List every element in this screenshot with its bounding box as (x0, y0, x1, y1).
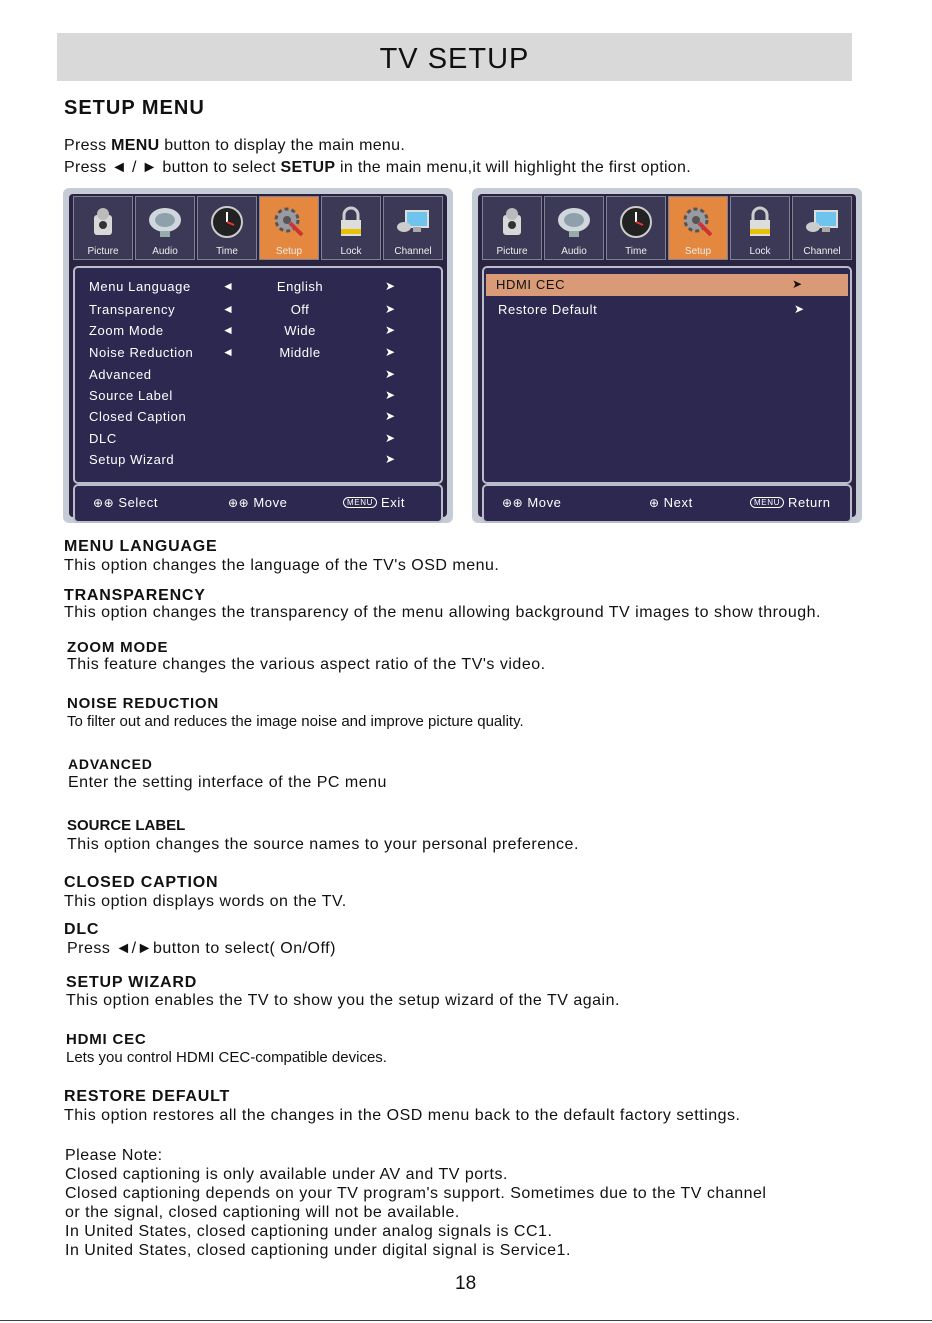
camera-icon (83, 203, 123, 241)
up-down-buttons-icon: ⊕⊕ (502, 496, 524, 510)
menu-row-noise-reduction[interactable] (75, 342, 441, 364)
help-select (93, 495, 158, 510)
text-transparency: This option changes the transparency of the menu allowing background TV images to show through. (64, 604, 821, 621)
right-arrow-icon[interactable]: ➤ (385, 345, 396, 359)
help-move (502, 495, 562, 510)
tab-label: Setup (684, 246, 712, 257)
gear-icon (678, 203, 718, 241)
tab-lock[interactable] (321, 196, 381, 260)
lock-icon (740, 203, 780, 241)
heading-setup-wizard: SETUP WIZARD (66, 974, 198, 991)
intro-keyword: MENU (111, 137, 160, 154)
help-label: Exit (380, 495, 406, 510)
right-arrow-icon[interactable]: ➤ (794, 302, 805, 316)
menu-help-bar (482, 484, 852, 523)
right-arrow-icon[interactable]: ➤ (385, 302, 396, 316)
tab-label: Setup (275, 246, 303, 257)
note-line: Closed captioning is only available under AV and TV ports. (65, 1166, 508, 1183)
menu-row-restore-default[interactable] (484, 299, 850, 321)
right-arrow-icon[interactable]: ➤ (385, 431, 396, 445)
heading-restore-default: RESTORE DEFAULT (64, 1088, 231, 1105)
intro-line-1 (64, 137, 405, 155)
clock-icon (207, 203, 247, 241)
text-zoom-mode: This feature changes the various aspect ratio of the TV's video. (67, 656, 546, 673)
left-arrow-icon[interactable]: ◄ (222, 323, 234, 337)
intro-text: Press ◄ / ► button to select (64, 159, 281, 176)
setup-menu-screen-right (472, 188, 862, 523)
menu-row-source-label[interactable] (75, 385, 441, 407)
menu-screen (69, 194, 447, 517)
satellite-tv-icon (802, 203, 842, 241)
tab-time[interactable] (606, 196, 666, 260)
tab-audio[interactable] (544, 196, 604, 260)
tab-label: Time (216, 246, 238, 257)
menu-button-icon: MENU (750, 497, 784, 508)
tab-audio[interactable] (135, 196, 195, 260)
help-label: Select (118, 495, 159, 510)
tab-picture[interactable] (73, 196, 133, 260)
text-menu-language: This option changes the language of the TV's OSD menu. (64, 557, 500, 574)
heading-advanced: ADVANCED (68, 756, 153, 772)
heading-source-label: SOURCE LABEL (67, 817, 186, 834)
right-arrow-icon[interactable]: ➤ (385, 409, 396, 423)
tab-setup[interactable] (259, 196, 319, 260)
speaker-icon (145, 203, 185, 241)
note-line: Closed captioning depends on your TV program's support. Sometimes due to the TV channel (65, 1185, 767, 1202)
main-menu-icon-row (73, 196, 443, 260)
option-label: Noise Reduction (89, 345, 194, 360)
help-exit (343, 495, 405, 510)
help-label: Move (527, 495, 562, 510)
left-right-buttons-icon: ⊕⊕ (228, 496, 250, 510)
right-arrow-icon[interactable]: ➤ (385, 388, 396, 402)
setup-options-list-page-2 (482, 266, 852, 484)
tab-label: Lock (749, 246, 771, 257)
option-value: Wide (284, 323, 316, 338)
intro-text: button to display the main menu. (159, 137, 406, 154)
tab-label: Lock (340, 246, 362, 257)
option-label: Zoom Mode (89, 323, 164, 338)
section-title: SETUP MENU (64, 97, 205, 119)
note-line: In United States, closed captioning under analog signals is CC1. (65, 1223, 553, 1240)
text-setup-wizard: This option enables the TV to show you the setup wizard of the TV again. (66, 992, 620, 1009)
option-label: Setup Wizard (89, 452, 175, 467)
option-label: DLC (89, 431, 117, 446)
tab-label: Channel (803, 246, 841, 257)
help-move (228, 495, 288, 510)
satellite-tv-icon (393, 203, 433, 241)
heading-zoom-mode: ZOOM MODE (67, 639, 169, 656)
main-menu-icon-row (482, 196, 852, 260)
help-label: Move (253, 495, 288, 510)
note-title: Please Note: (65, 1147, 163, 1164)
note-line: In United States, closed captioning under digital signal is Service1. (65, 1242, 571, 1259)
left-arrow-icon[interactable]: ◄ (222, 302, 234, 316)
option-label: Restore Default (498, 302, 598, 317)
option-value: English (276, 279, 324, 294)
right-arrow-icon[interactable]: ➤ (385, 323, 396, 337)
text-dlc: Press ◄/►button to select( On/Off) (67, 940, 336, 957)
tab-picture[interactable] (482, 196, 542, 260)
note-line: or the signal, closed captioning will not be available. (65, 1204, 460, 1221)
menu-row-transparency[interactable] (75, 299, 441, 321)
option-label: Closed Caption (89, 409, 187, 424)
text-source-label: This option changes the source names to your personal preference. (67, 836, 579, 853)
tab-label: Audio (152, 246, 178, 257)
help-label: Return (787, 495, 831, 510)
right-arrow-icon[interactable]: ➤ (385, 279, 396, 293)
menu-screen (478, 194, 856, 517)
heading-transparency: TRANSPARENCY (64, 587, 206, 604)
menu-row-advanced[interactable] (75, 364, 441, 386)
menu-help-bar (73, 484, 443, 523)
gear-icon (269, 203, 309, 241)
text-hdmi-cec: Lets you control HDMI CEC-compatible devices. (66, 1049, 387, 1066)
tab-label: Picture (496, 246, 528, 257)
menu-row-closed-caption[interactable] (75, 406, 441, 428)
intro-text: in the main menu,it will highlight the first option. (335, 159, 691, 176)
heading-dlc: DLC (64, 921, 100, 938)
menu-button-icon: MENU (343, 497, 377, 508)
option-label: HDMI CEC (496, 277, 566, 292)
up-down-buttons-icon: ⊕⊕ (93, 496, 115, 510)
option-label: Menu Language (89, 279, 191, 294)
camera-icon (492, 203, 532, 241)
tab-label: Picture (87, 246, 119, 257)
setup-menu-screen-left (63, 188, 453, 523)
text-closed-caption: This option displays words on the TV. (64, 893, 347, 910)
bottom-divider (0, 1320, 932, 1321)
tab-time[interactable] (197, 196, 257, 260)
tab-channel[interactable] (792, 196, 852, 260)
right-arrow-icon[interactable]: ➤ (385, 452, 396, 466)
tab-label: Channel (394, 246, 432, 257)
tab-channel[interactable] (383, 196, 443, 260)
clock-icon (616, 203, 656, 241)
option-value: Off (290, 302, 310, 317)
text-noise-reduction: To filter out and reduces the image noise and improve picture quality. (67, 713, 524, 730)
speaker-icon (554, 203, 594, 241)
menu-row-setup-wizard[interactable] (75, 449, 441, 471)
setup-options-list (73, 266, 443, 484)
help-next (649, 495, 693, 510)
lock-icon (331, 203, 371, 241)
menu-row-menu-language[interactable] (75, 276, 441, 298)
heading-closed-caption: CLOSED CAPTION (64, 874, 219, 891)
menu-row-hdmi-cec[interactable] (486, 274, 848, 296)
page-banner: TV SETUP (57, 33, 852, 81)
tab-label: Audio (561, 246, 587, 257)
tab-lock[interactable] (730, 196, 790, 260)
tab-label: Time (625, 246, 647, 257)
right-button-icon: ⊕ (649, 496, 660, 510)
option-label: Advanced (89, 367, 152, 382)
option-value: Middle (279, 345, 321, 360)
intro-text: Press (64, 137, 112, 154)
page-number: 18 (455, 1273, 477, 1294)
intro-line-2 (64, 159, 691, 177)
right-arrow-icon[interactable]: ➤ (792, 277, 803, 291)
right-arrow-icon[interactable]: ➤ (385, 367, 396, 381)
heading-hdmi-cec: HDMI CEC (66, 1031, 147, 1048)
option-label: Source Label (89, 388, 173, 403)
menu-row-zoom-mode[interactable] (75, 320, 441, 342)
option-label: Transparency (89, 302, 176, 317)
help-label: Next (663, 495, 693, 510)
left-arrow-icon[interactable]: ◄ (222, 279, 234, 293)
intro-keyword: SETUP (280, 159, 336, 176)
menu-row-dlc[interactable] (75, 428, 441, 450)
left-arrow-icon[interactable]: ◄ (222, 345, 234, 359)
text-restore-default: This option restores all the changes in the OSD menu back to the default factory settings. (64, 1107, 741, 1124)
tab-setup[interactable] (668, 196, 728, 260)
help-return (750, 495, 831, 510)
heading-noise-reduction: NOISE REDUCTION (67, 695, 220, 712)
heading-menu-language: MENU LANGUAGE (64, 538, 218, 555)
text-advanced: Enter the setting interface of the PC menu (68, 774, 387, 791)
